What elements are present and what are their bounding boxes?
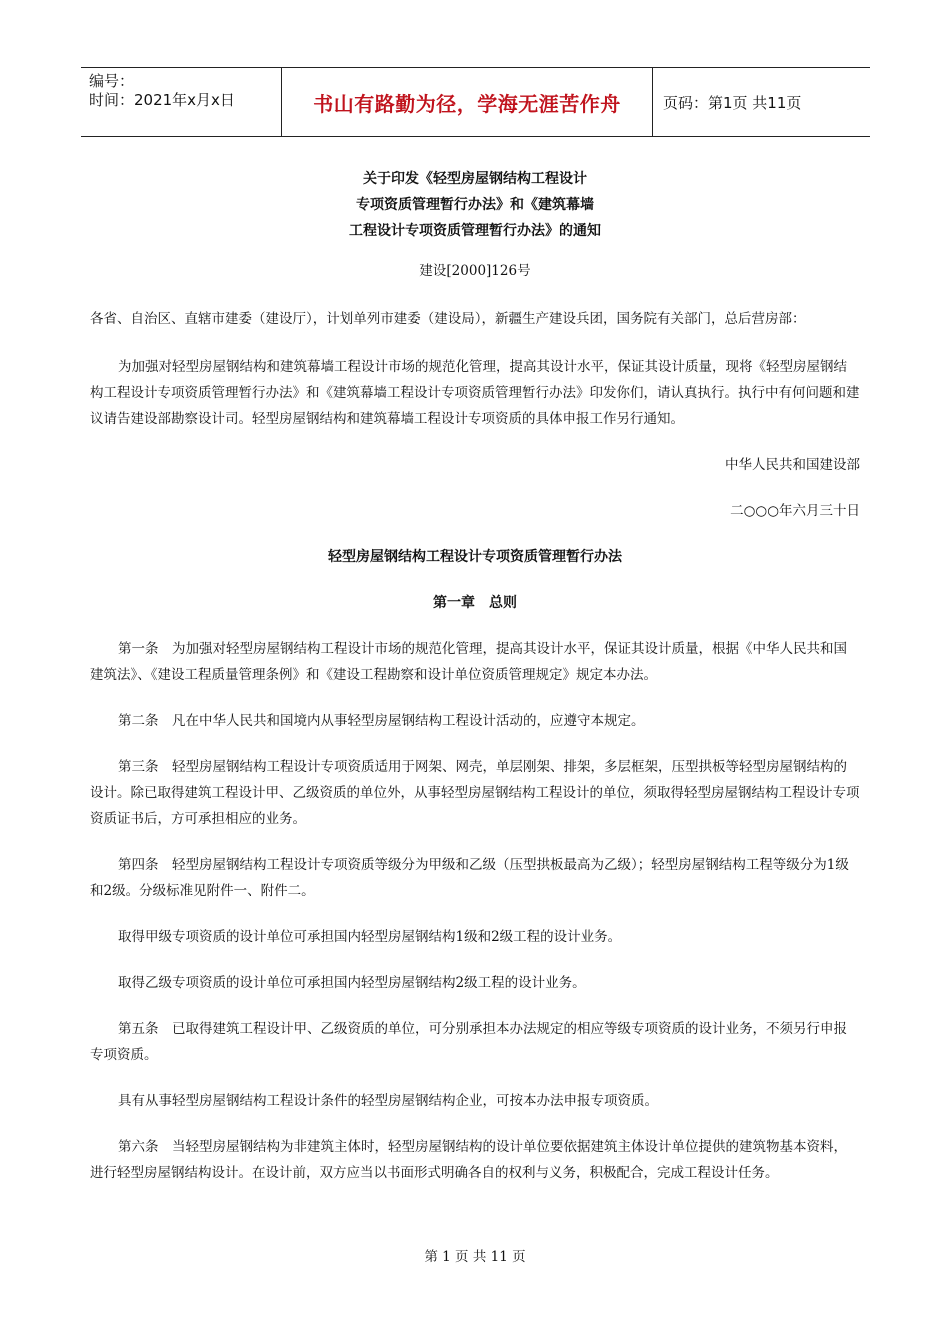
issue-date: 二○○○年六月三十日 xyxy=(730,503,860,519)
notice-title-line: 专项资质管理暂行办法》和《建筑幕墙 xyxy=(356,197,594,213)
article-paragraph: 具有从事轻型房屋钢结构工程设计条件的轻型房屋钢结构企业，可按本办法申报专项资质。 xyxy=(118,1093,658,1109)
serial-label: 编号： xyxy=(89,72,135,90)
notice-title xyxy=(90,166,860,244)
article-paragraph: 第二条 凡在中华人民共和国境内从事轻型房屋钢结构工程设计活动的，应遵守本规定。 xyxy=(118,713,645,729)
article-paragraph: 取得甲级专项资质的设计单位可承担国内轻型房屋钢结构1级和2级工程的设计业务。 xyxy=(118,929,622,945)
issuer: 中华人民共和国建设部 xyxy=(725,457,860,473)
page-number-label: 页码：第1页 共11页 xyxy=(663,93,802,112)
article-paragraph: 第一条 为加强对轻型房屋钢结构工程设计市场的规范化管理，提高其设计水平，保证其设计质量，根据《中华人民共和国建筑法》、《建设工程质量管理条例》和《建设工程勘察和设计单位资质管理规定》规定本办法。 xyxy=(90,641,847,683)
article-paragraph: 第五条 已取得建筑工程设计甲、乙级资质的单位，可分别承担本办法规定的相应等级专项资质的设计业务，不须另行申报专项资质。 xyxy=(90,1021,847,1063)
article-paragraph: 第四条 轻型房屋钢结构工程设计专项资质等级分为甲级和乙级（压型拱板最高为乙级）；轻型房屋钢结构工程等级分为1级和2级。分级标准见附件一、附件二。 xyxy=(90,857,849,899)
date-label: 时间：2021年x月x日 xyxy=(89,91,235,109)
document-number: 建设[2000]126号 xyxy=(419,263,531,279)
header-left-cell xyxy=(81,68,281,136)
motto: 书山有路勤为径，学海无涯苦作舟 xyxy=(281,68,653,136)
regulation-title: 轻型房屋钢结构工程设计专项资质管理暂行办法 xyxy=(328,549,622,565)
page-header xyxy=(81,67,870,137)
notice-title-line: 工程设计专项资质管理暂行办法》的通知 xyxy=(349,223,601,239)
article-paragraph: 第六条 当轻型房屋钢结构为非建筑主体时，轻型房屋钢结构的设计单位要依据建筑主体设计单位提供的建筑物基本资料，进行轻型房屋钢结构设计。在设计前，双方应当以书面形式明确各自的权利与义务，积极配合，完成工程设计任务。 xyxy=(90,1139,847,1181)
article-paragraph: 取得乙级专项资质的设计单位可承担国内轻型房屋钢结构2级工程的设计业务。 xyxy=(118,975,586,991)
notice-title-line: 关于印发《轻型房屋钢结构工程设计 xyxy=(363,171,587,187)
notice-body: 为加强对轻型房屋钢结构和建筑幕墙工程设计市场的规范化管理，提高其设计水平，保证其设计质量，现将《轻型房屋钢结构工程设计专项资质管理暂行办法》和《建筑幕墙工程设计专项资质管理暂行办法》印发你们，请认真执行。执行中有何问题和建议请告建设部勘察设计司。轻型房屋钢结构和建筑幕墙工程设计专项资质的具体申报工作另行通知。 xyxy=(90,359,860,427)
page-footer: 第 1 页 共 11 页 xyxy=(424,1249,526,1265)
addressees: 各省、自治区、直辖市建委（建设厅），计划单列市建委（建设局），新疆生产建设兵团，国务院有关部门，总后营房部： xyxy=(90,311,806,327)
article-paragraph: 第三条 轻型房屋钢结构工程设计专项资质适用于网架、网壳，单层刚架、排架，多层框架，压型拱板等轻型房屋钢结构的设计。除已取得建筑工程设计甲、乙级资质的单位外，从事轻型房屋钢结构工程设计的单位，须取得轻型房屋钢结构工程设计专项资质证书后，方可承担相应的业务。 xyxy=(90,759,860,827)
document-body xyxy=(90,166,860,1186)
chapter-heading: 第一章 总则 xyxy=(433,595,517,611)
